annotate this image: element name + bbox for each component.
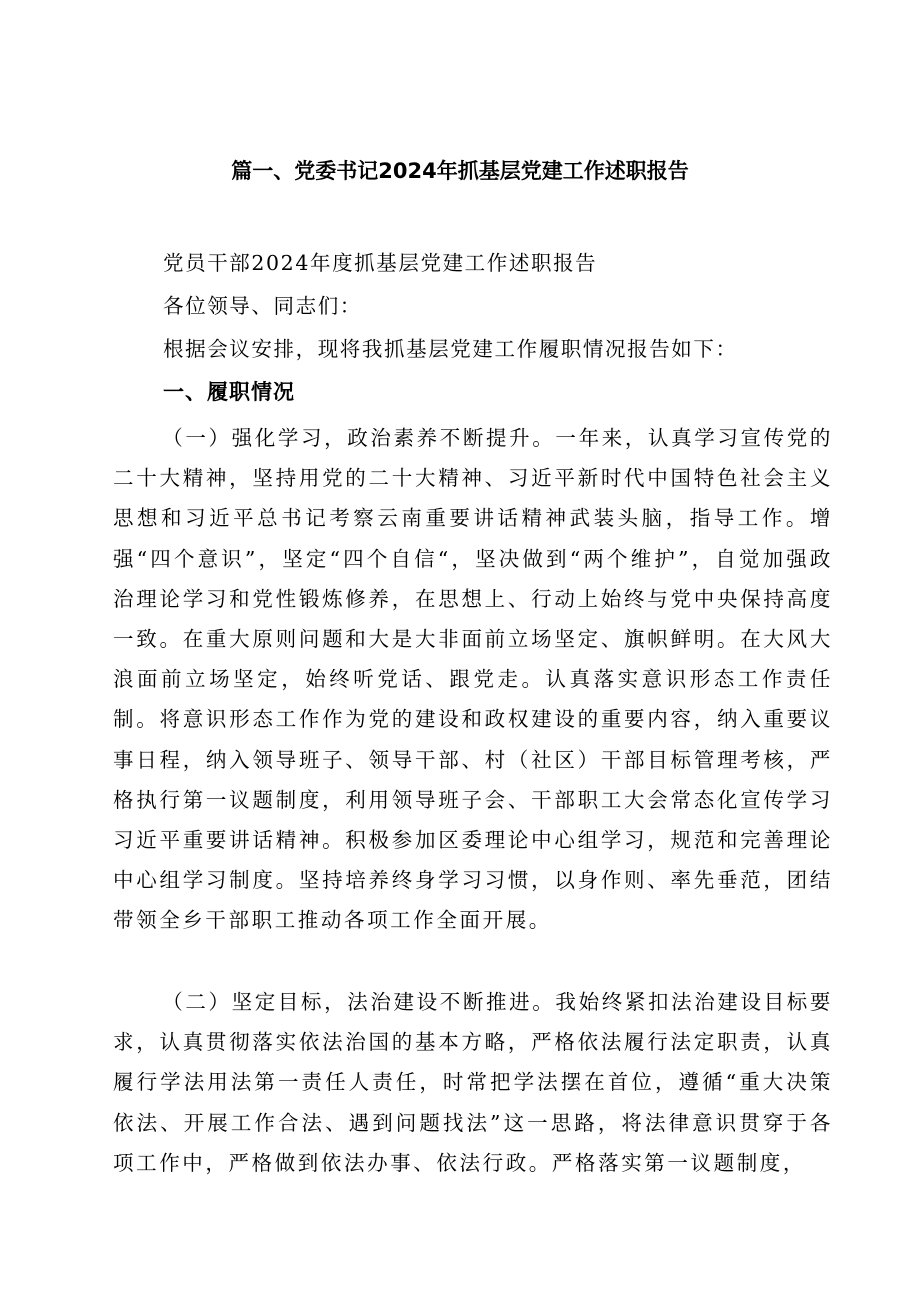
intro-text: 根据会议安排，现将我抓基层党建工作履职情况报告如下： [163,337,738,361]
salutation: 各位领导、同志们： [163,294,362,318]
document-title: 篇一、党委书记2024年抓基层党建工作述职报告 [231,159,689,183]
paragraph: （二）坚定目标，法治建设不断推进。我始终紧扣法治建设目标要求，认真贯彻落实依法治国的基本方略，严格依法履行法定职责，认真履行学法用法第一责任人责任，时常把学法摆在首位，遵循“重大决策依法、开展工作合法、遇到问题找法”这一思路，将法律意识贯穿于各项工作中，严格做到依法办事、依法行政。严格落实第一议题制度， [113,990,833,1175]
section-heading: 一、履职情况 [163,380,295,404]
paragraph: （一）强化学习，政治素养不断提升。一年来，认真学习宣传党的二十大精神，坚持用党的二十大精神、习近平新时代中国特色社会主义思想和习近平总书记考察云南重要讲话精神武装头脑，指导工作。增强“四个意识”，坚定“四个自信“，坚决做到“两个维护”，自觉加强政治理论学习和党性锻炼修养，在思想上、行动上始终与党中央保持高度一致。在重大原则问题和大是大非面前立场坚定、旗帜鲜明。在大风大浪面前立场坚定，始终听党话、跟党走。认真落实意识形态工作责任制。将意识形态工作作为党的建设和政权建设的重要内容，纳入重要议事日程，纳入领导班子、领导干部、村（社区）干部目标管理考核，严格执行第一议题制度，利用领导班子会、干部职工大会常态化宣传学习习近平重要讲话精神。积极参加区委理论中心组学习，规范和完善理论中心组学习制度。坚持培养终身学习习惯，以身作则、率先垂范，团结带领全乡干部职工推动各项工作全面开展。 [113,426,833,933]
document-subtitle: 党员干部2024年度抓基层党建工作述职报告 [163,251,598,275]
